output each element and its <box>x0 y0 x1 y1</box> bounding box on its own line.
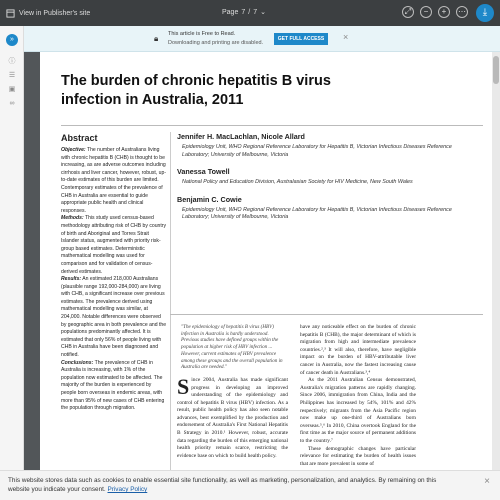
body-paragraph: As the 2011 Australian Census demonstrated, Australia's migration patterns are rapidly changing. Since 2006, immigration from China, India and the Philippines has increased by 54%, 101% and 42% respectively; migrants from the Asia Pacific region now make up one-third of Australians born overseas.⁵,⁶ In 2010, China overtook England for the first time as the major source of permanent additions to the country.⁷ <box>300 377 416 444</box>
article-title: The burden of chronic hepatitis B virus infection in Australia, 2011 <box>61 73 331 108</box>
column-divider <box>170 132 171 500</box>
expand-sidebar-icon[interactable]: » <box>6 34 18 46</box>
fit-page-icon[interactable]: ⤢ <box>402 6 414 18</box>
author-name: Vanessa Towell <box>177 167 230 177</box>
body-paragraph: These demographic changes have particular relevance for estimating the burden of health issues that are more prevalent in some of <box>300 445 416 467</box>
author-affiliation: Epidemiology Unit, WHO Regional Reference Laboratory for Hepatitis B, Victorian Infectious Diseases Reference Laboratory; University of Melbourne, Victoria <box>182 206 452 221</box>
abstract-heading: Abstract <box>61 133 98 143</box>
author-name: Jennifer H. MacLachlan, Nicole Allard <box>177 132 305 141</box>
page-indicator[interactable] <box>222 8 266 16</box>
zoom-out-icon[interactable]: − <box>420 6 432 18</box>
page-total: 7 <box>253 8 258 16</box>
image-icon[interactable]: ▣ <box>8 86 16 93</box>
scrollbar[interactable] <box>492 52 500 500</box>
body-column-1 <box>177 324 288 460</box>
body-paragraph: have any noticeable effect on the burden of chronic hepatitis B (CHB), the major determinant of which is migration from high and intermediate prevalence countries.²,³ It will also, therefore, have negligible impact on the burden of HBV-attributable liver cancer in Australia, now the fastest increasing cause of cancer death in Australians.³,⁴ <box>300 324 416 376</box>
get-full-access-button[interactable]: GET FULL ACCESS <box>274 33 328 45</box>
abstract-section <box>61 133 167 413</box>
scrollbar-thumb[interactable] <box>493 56 499 84</box>
abstract-methods: Methods: This study used census-based methodology attributing risk of CHB by country of birth and Aboriginal and Torres Strait Islander status, augmented with priority risk-group based estimates. Deterministic mathematical modelling was used for comparison and for validation of census-derived estimates. <box>61 215 167 275</box>
page-separator: / <box>248 8 251 16</box>
title-divider <box>61 125 483 126</box>
info-icon[interactable]: ⓘ <box>8 58 16 65</box>
more-options-icon[interactable]: ⋯ <box>458 7 466 16</box>
download-icon[interactable]: ⤓ <box>476 4 494 22</box>
link-icon[interactable]: ∞ <box>9 100 15 107</box>
abstract-conclusions: Conclusions: The prevalence of CHB in Australia is increasing, with 1% of the population now estimated to be affected. The majority of the burden is experienced by people born overseas in endemic areas, with more than 95% of new cases of CHB entering the population through migration. <box>61 359 165 412</box>
left-sidebar <box>0 26 24 500</box>
outline-icon[interactable]: ☰ <box>8 72 16 79</box>
body-paragraph: Since 2004, Australia has made significant progress in developing an improved understanding of the epidemiology and control of hepatitis B virus (HBV) infection. As a result, public health policy has also seen notable advances, best exemplified by the production and endorsement of Australia's First National Hepatitis B Strategy in 2010.¹ However, robust, accurate data regarding the burden of this emerging national health priority remain scarce, restricting the evidence base on which to build health policy. <box>177 373 288 459</box>
author-affiliation: National Policy and Education Division, Australasian Society for HIV Medicine, New South Wales <box>182 179 413 186</box>
banner-line1: This article is Free to Read. <box>168 31 236 37</box>
chevron-down-icon[interactable]: ⌄ <box>260 9 266 16</box>
authors-divider <box>170 314 483 315</box>
pull-quote: "The epidemiology of hepatitis B virus (HBV) infection in Australia is hardly understood. Previous studies have defined groups within the population at higher risk of HBV infection ... However, current estimates of HBV prevalence among these groups and the overall population in Australia are needed." <box>181 324 283 371</box>
abstract-results: Results: An estimated 218,000 Australians (plausible range 192,000-284,000) are living with CHB, a significant increase over previous estimates. The prevalence derived using mathematical modelling was similar, at 204,000. Notable differences were observed by geographic area in both prevalence and the populations predominantly affected. It is estimated that only 56% of people living with CHB in Australia have been diagnosed and notified. <box>61 276 167 359</box>
authors-section <box>177 132 477 230</box>
privacy-policy-link[interactable]: Privacy Policy <box>107 486 148 493</box>
view-in-publisher-site-label: View in Publisher's site <box>19 9 91 17</box>
page-current[interactable]: 7 <box>241 8 246 16</box>
banner-line2: Downloading and printing are disabled. <box>168 40 264 46</box>
publisher-site-icon <box>6 9 15 18</box>
close-cookie-icon[interactable]: × <box>484 476 490 487</box>
page-label: Page <box>222 8 239 16</box>
body-column-2 <box>300 324 416 468</box>
drop-cap: S <box>177 373 190 399</box>
author-name: Benjamin C. Cowie <box>177 194 242 204</box>
author-affiliation: Epidemiology Unit, WHO Regional Reference Laboratory for Hepatitis B, Victorian Infectious Diseases Reference Laboratory; University of Melbourne, Victoria <box>182 144 452 158</box>
lock-icon: 🔒︎ <box>154 34 159 43</box>
close-banner-icon[interactable]: × <box>343 32 349 42</box>
viewer-toolbar <box>0 0 500 26</box>
abstract-objective: Objective: The number of Australians living with chronic hepatitis B (CHB) is thought to be increasing, as are adverse outcomes including cirrhosis and liver cancer, however, robust, up-to-date estimates of this burden are limited. Contemporary estimates of the prevalence of CHB in Australia are essential to guide appropriate public health and clinical responses. <box>61 147 167 214</box>
free-to-read-banner <box>0 26 500 52</box>
pdf-page <box>40 52 492 500</box>
zoom-in-icon[interactable]: + <box>438 6 450 18</box>
cookie-text: This website stores data such as cookies to enable essential site functionality, as well as marketing, personalization, and analytics. By remaining on this website you indicate your consent. Privacy Policy <box>8 477 437 493</box>
view-in-publisher-site-button[interactable] <box>6 9 90 18</box>
cookie-consent-bar <box>0 470 500 500</box>
